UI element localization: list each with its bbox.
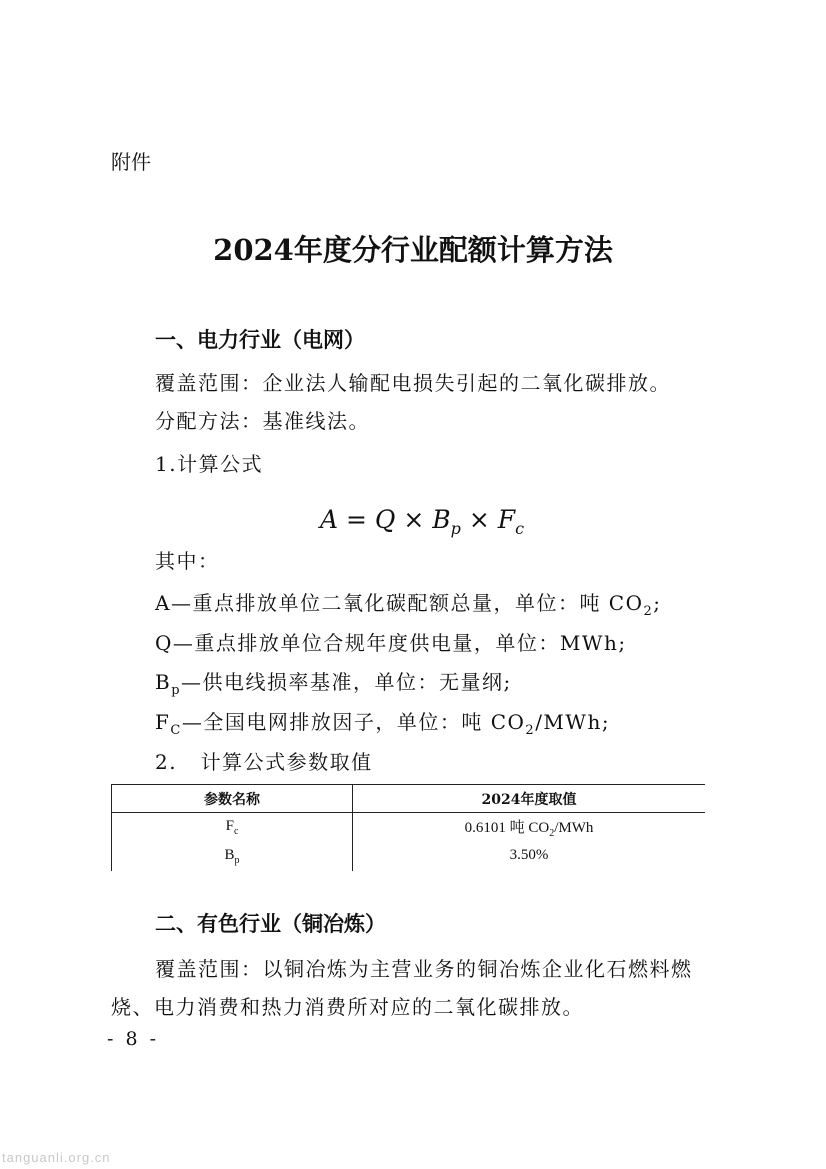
def-symbol: B bbox=[155, 670, 172, 694]
section1-coverage: 覆盖范围：企业法人输配电损失引起的二氧化碳排放。 bbox=[155, 371, 671, 395]
formula bbox=[320, 505, 524, 538]
table-header-row bbox=[112, 785, 706, 813]
section1-method: 分配方法：基准线法。 bbox=[155, 409, 370, 433]
definition-fc bbox=[155, 706, 610, 738]
def-symbol: A bbox=[155, 591, 171, 615]
table-header-value: 2024年度取值 bbox=[353, 785, 706, 813]
section1-heading: 一、电力行业（电网） bbox=[155, 327, 365, 352]
formula-eq: = Q × B bbox=[338, 505, 451, 534]
section2-coverage-line1: 覆盖范围：以铜冶炼为主营业务的铜冶炼企业化石燃料燃 bbox=[155, 957, 693, 981]
def-tail: /MWh; bbox=[535, 710, 611, 734]
table-cell-name: $B_p$ bbox=[112, 842, 353, 871]
def-tail-sub: 2 bbox=[525, 723, 536, 738]
def-text: —重点排放单位合规年度供电量，单位：MWh; bbox=[172, 631, 627, 655]
formula-lhs: A bbox=[320, 505, 339, 534]
table-cell-value: 3.50% bbox=[353, 842, 706, 871]
definition-bp bbox=[155, 666, 512, 698]
table-cell-value: 0.6101 吨 $CO_2$/MWh bbox=[353, 813, 706, 843]
def-symbol: Q bbox=[155, 631, 173, 655]
section2-coverage-line2: 烧、电力消费和热力消费所对应的二氧化碳排放。 bbox=[111, 995, 584, 1019]
formula-sub2: c bbox=[515, 519, 525, 538]
formula-sub1: p bbox=[450, 519, 461, 538]
page-title: 2024年度分行业配额计算方法 bbox=[213, 233, 613, 267]
definition-q bbox=[155, 627, 627, 659]
def-text: —重点排放单位二氧化碳配额总量，单位：吨 CO bbox=[170, 591, 644, 615]
table-row bbox=[112, 842, 706, 871]
def-tail: ; bbox=[653, 591, 662, 615]
params-table bbox=[111, 784, 705, 871]
section2-heading: 二、有色行业（铜冶炼） bbox=[155, 911, 386, 936]
page-number: - 8 - bbox=[107, 1028, 160, 1050]
def-tail-sub: 2 bbox=[643, 604, 654, 619]
table-cell-name: $F_c$ bbox=[112, 813, 353, 843]
table-row bbox=[112, 813, 706, 843]
definition-a bbox=[155, 587, 662, 619]
formula-heading: 1.计算公式 bbox=[155, 452, 264, 476]
formula-mid: × F bbox=[460, 505, 516, 534]
watermark: tanguanli.org.cn bbox=[2, 1150, 111, 1165]
table-header-name: 参数名称 bbox=[112, 785, 353, 813]
def-symbol: F bbox=[155, 710, 171, 734]
def-text: —全国电网排放因子，单位：吨 CO bbox=[181, 710, 526, 734]
def-text: —供电线损率基准，单位：无量纲; bbox=[181, 670, 512, 694]
attachment-label: 附件 bbox=[111, 150, 151, 174]
where-label: 其中： bbox=[155, 549, 220, 573]
def-symbol-sub: p bbox=[171, 683, 182, 698]
params-heading: 2. 计算公式参数取值 bbox=[155, 750, 373, 774]
def-symbol-sub: C bbox=[170, 723, 182, 738]
